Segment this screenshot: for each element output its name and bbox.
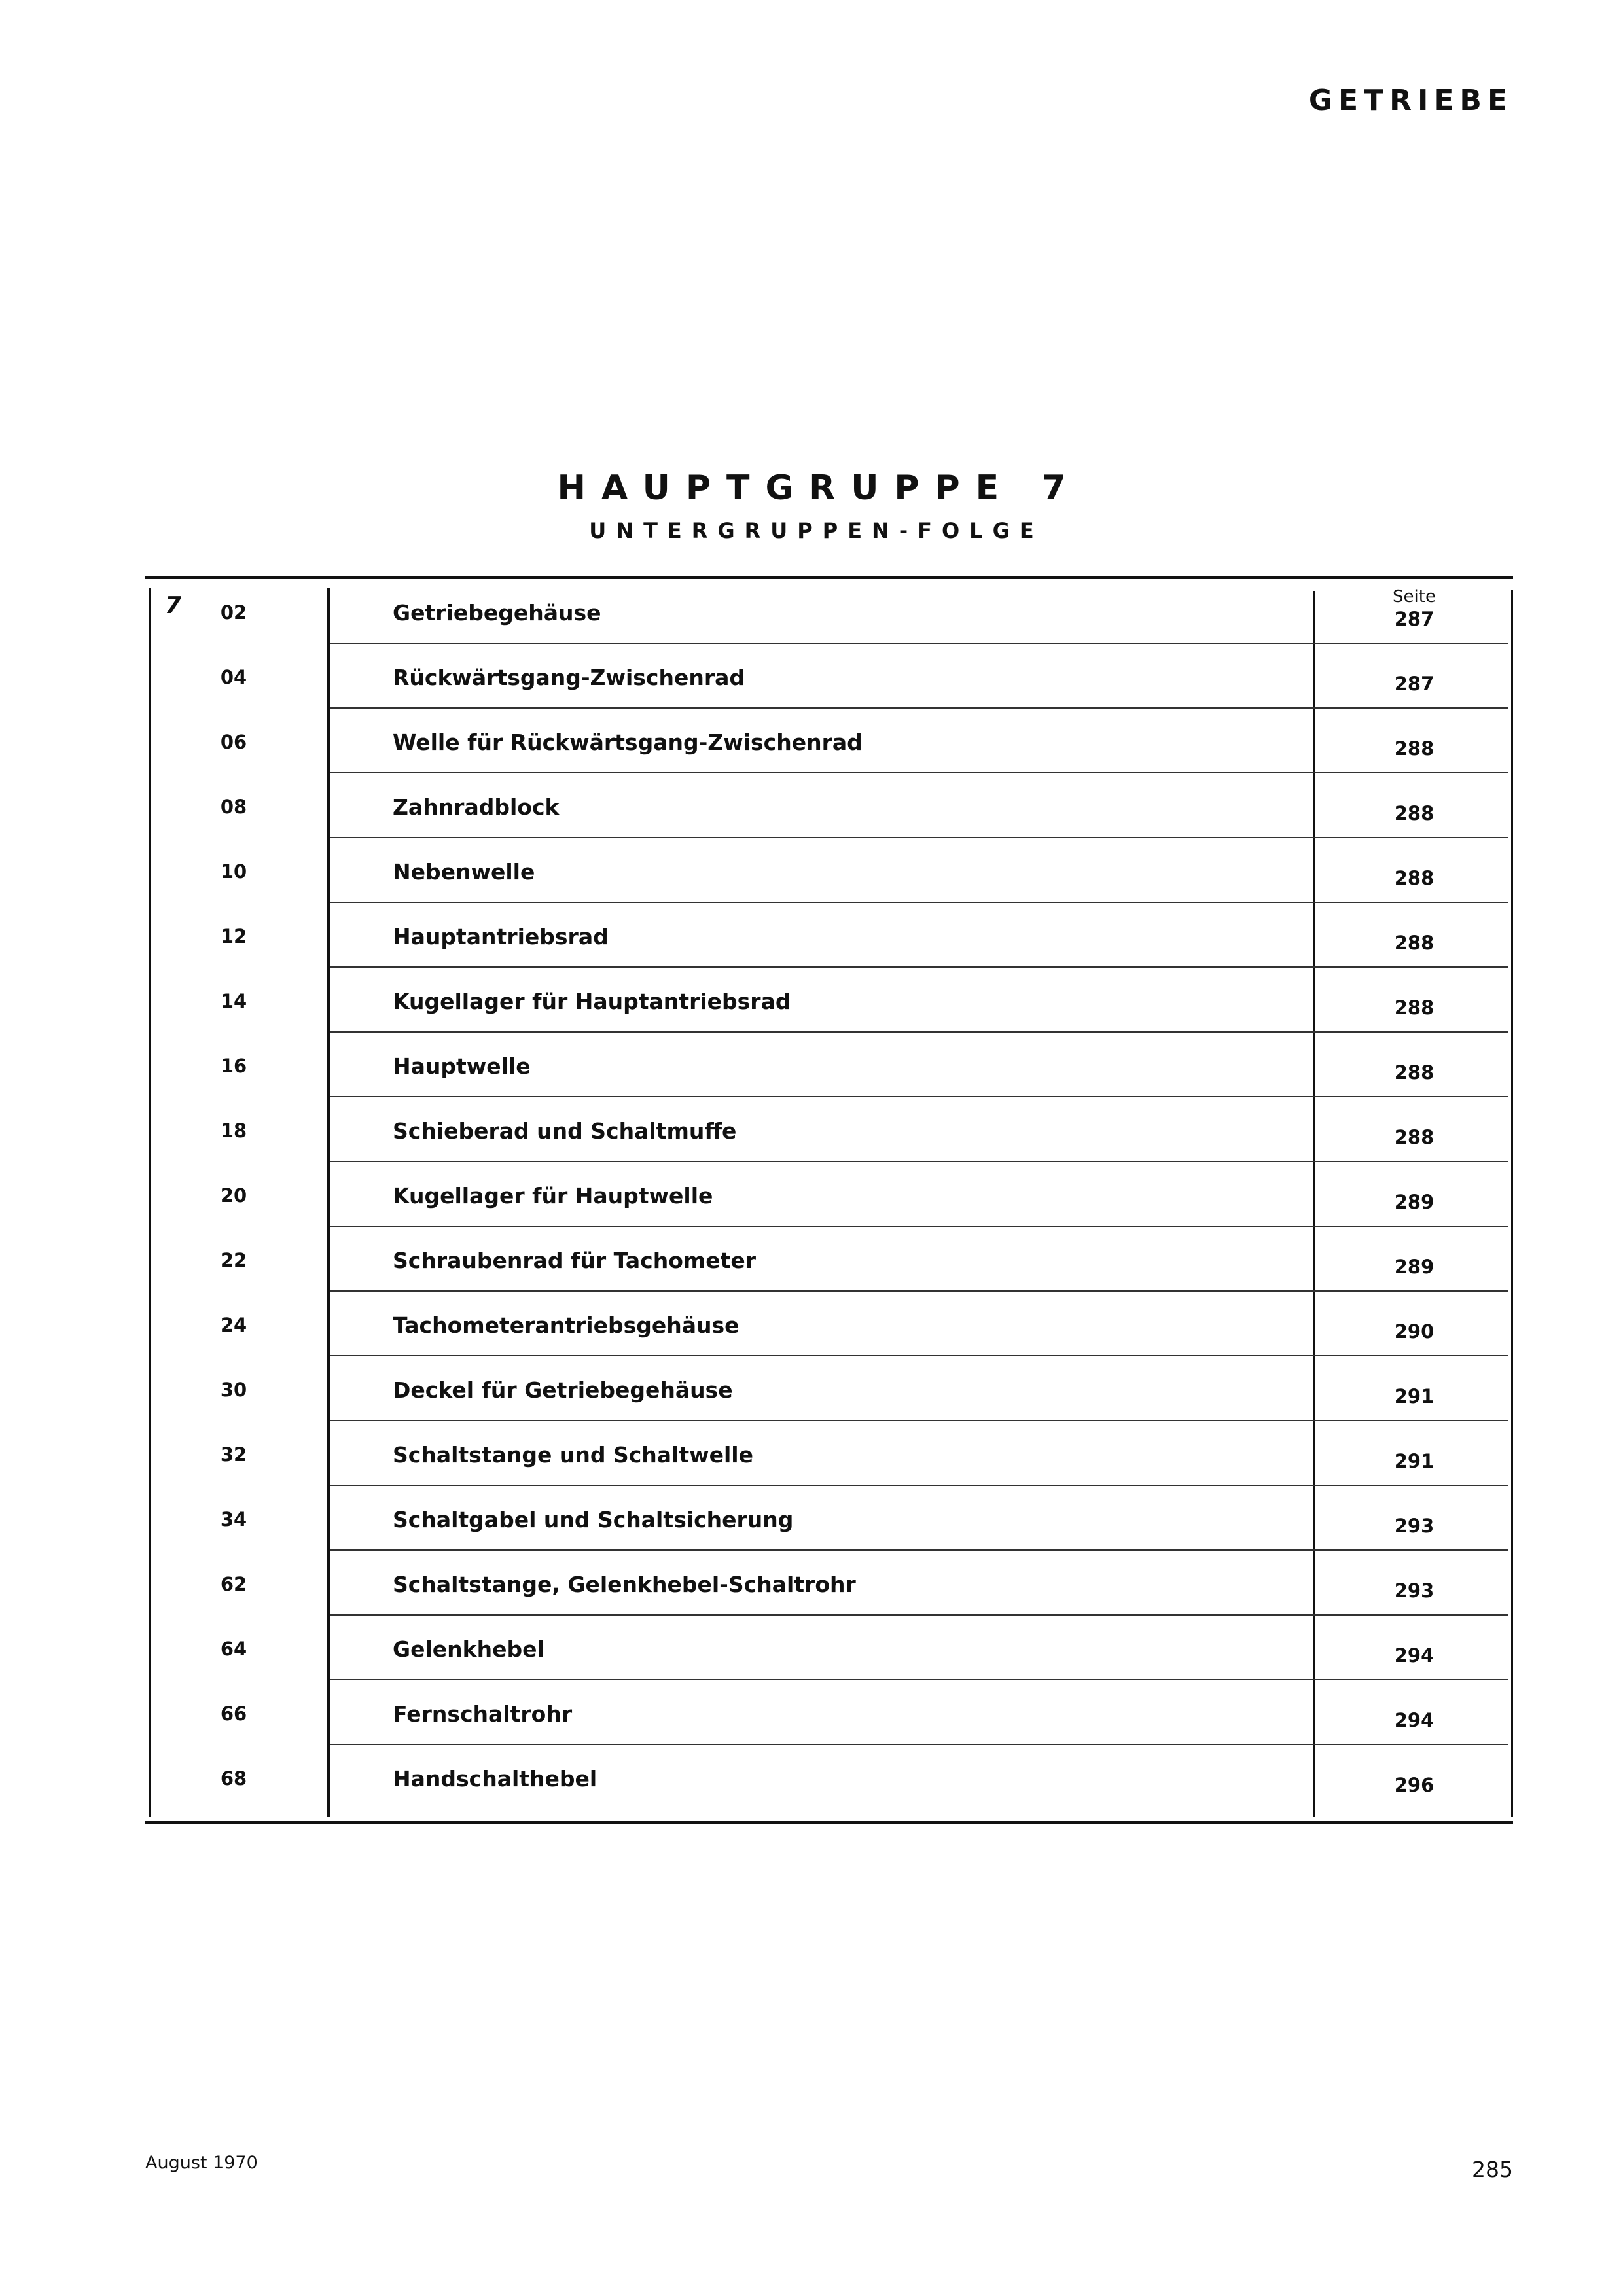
table-row bbox=[145, 1356, 1513, 1421]
table-rows bbox=[145, 579, 1513, 1810]
subgroup-code: 18 bbox=[220, 1120, 247, 1142]
page-reference: 294 bbox=[1394, 1709, 1435, 1731]
page-reference: 288 bbox=[1394, 932, 1435, 954]
page-reference: 294 bbox=[1394, 1644, 1435, 1667]
page-reference: 290 bbox=[1394, 1320, 1435, 1343]
page-reference: 296 bbox=[1394, 1774, 1435, 1796]
subgroup-description: Schieberad und Schaltmuffe bbox=[393, 1118, 737, 1144]
subgroup-description: Hauptwelle bbox=[393, 1053, 531, 1079]
table-row bbox=[145, 1162, 1513, 1227]
section-title: GETRIEBE bbox=[1308, 84, 1513, 117]
page-reference: 291 bbox=[1394, 1385, 1435, 1407]
table-row bbox=[145, 709, 1513, 773]
subgroup-code: 16 bbox=[220, 1055, 247, 1077]
subgroup-description: Kugellager für Hauptantriebsrad bbox=[393, 989, 791, 1014]
table-row bbox=[145, 1292, 1513, 1356]
subgroup-code: 34 bbox=[220, 1508, 247, 1530]
table-row bbox=[145, 773, 1513, 838]
page-reference: 287 bbox=[1394, 608, 1435, 630]
subgroup-description: Schaltstange und Schaltwelle bbox=[393, 1442, 753, 1468]
subgroup-description: Fernschaltrohr bbox=[393, 1701, 573, 1727]
subgroup-code: 20 bbox=[220, 1184, 247, 1207]
table-row bbox=[145, 1097, 1513, 1162]
page-reference: 293 bbox=[1394, 1580, 1435, 1602]
table-row bbox=[145, 1227, 1513, 1292]
subgroup-description: Hauptantriebsrad bbox=[393, 924, 609, 949]
subgroup-description: Rückwärtsgang-Zwischenrad bbox=[393, 665, 745, 690]
subgroup-description: Gelenkhebel bbox=[393, 1636, 544, 1662]
subgroup-code: 10 bbox=[220, 860, 247, 883]
subgroup-code: 04 bbox=[220, 666, 247, 688]
footer-date: August 1970 bbox=[145, 2153, 258, 2173]
table-row bbox=[145, 1421, 1513, 1486]
subgroup-description: Schaltgabel und Schaltsicherung bbox=[393, 1507, 794, 1532]
subgroup-sequence-heading: UNTERGRUPPEN-FOLGE bbox=[589, 518, 1044, 543]
page-reference: 288 bbox=[1394, 1061, 1435, 1084]
page-reference: 288 bbox=[1394, 997, 1435, 1019]
subgroup-description: Nebenwelle bbox=[393, 859, 535, 885]
page-reference: 288 bbox=[1394, 1126, 1435, 1148]
main-group-number: 7 bbox=[165, 592, 182, 619]
page-reference: 288 bbox=[1394, 867, 1435, 889]
subgroup-description: Schraubenrad für Tachometer bbox=[393, 1248, 757, 1273]
subgroup-code: 14 bbox=[220, 990, 247, 1012]
page-reference: 288 bbox=[1394, 802, 1435, 824]
page-reference: 287 bbox=[1394, 673, 1435, 695]
page-reference: 291 bbox=[1394, 1450, 1435, 1472]
subgroup-code: 24 bbox=[220, 1314, 247, 1336]
table-row bbox=[145, 968, 1513, 1033]
subgroup-code: 66 bbox=[220, 1703, 247, 1725]
subgroup-description: Zahnradblock bbox=[393, 794, 560, 820]
table-row bbox=[145, 1616, 1513, 1680]
subgroup-code: 12 bbox=[220, 925, 247, 947]
subgroup-index-table bbox=[145, 576, 1513, 1824]
page-column-label: Seite bbox=[1393, 587, 1436, 607]
subgroup-description: Tachometerantriebsgehäuse bbox=[393, 1313, 740, 1338]
page-reference: 289 bbox=[1394, 1256, 1435, 1278]
subgroup-code: 22 bbox=[220, 1249, 247, 1271]
subgroup-code: 64 bbox=[220, 1638, 247, 1660]
table-row bbox=[145, 1551, 1513, 1616]
subgroup-description: Schaltstange, Gelenkhebel-Schaltrohr bbox=[393, 1572, 856, 1597]
subgroup-code: 08 bbox=[220, 796, 247, 818]
subgroup-description: Kugellager für Hauptwelle bbox=[393, 1183, 713, 1209]
table-row bbox=[145, 644, 1513, 709]
subgroup-code: 68 bbox=[220, 1767, 247, 1790]
table-row bbox=[145, 838, 1513, 903]
page-reference: 288 bbox=[1394, 737, 1435, 760]
table-row bbox=[145, 579, 1513, 644]
subgroup-description: Getriebegehäuse bbox=[393, 600, 601, 626]
subgroup-code: 32 bbox=[220, 1443, 247, 1466]
table-row bbox=[145, 1486, 1513, 1551]
table-row bbox=[145, 1033, 1513, 1097]
subgroup-description: Welle für Rückwärtsgang-Zwischenrad bbox=[393, 730, 863, 755]
subgroup-code: 06 bbox=[220, 731, 247, 753]
main-group-heading: HAUPTGRUPPE 7 bbox=[557, 468, 1082, 508]
page-reference: 289 bbox=[1394, 1191, 1435, 1213]
subgroup-description: Handschalthebel bbox=[393, 1766, 597, 1792]
table-row bbox=[145, 1745, 1513, 1810]
subgroup-description: Deckel für Getriebegehäuse bbox=[393, 1377, 733, 1403]
table-row bbox=[145, 903, 1513, 968]
page-reference: 293 bbox=[1394, 1515, 1435, 1537]
table-row bbox=[145, 1680, 1513, 1745]
subgroup-code: 62 bbox=[220, 1573, 247, 1595]
subgroup-code: 30 bbox=[220, 1379, 247, 1401]
footer-page-number: 285 bbox=[1472, 2157, 1513, 2182]
subgroup-code: 02 bbox=[220, 601, 247, 624]
